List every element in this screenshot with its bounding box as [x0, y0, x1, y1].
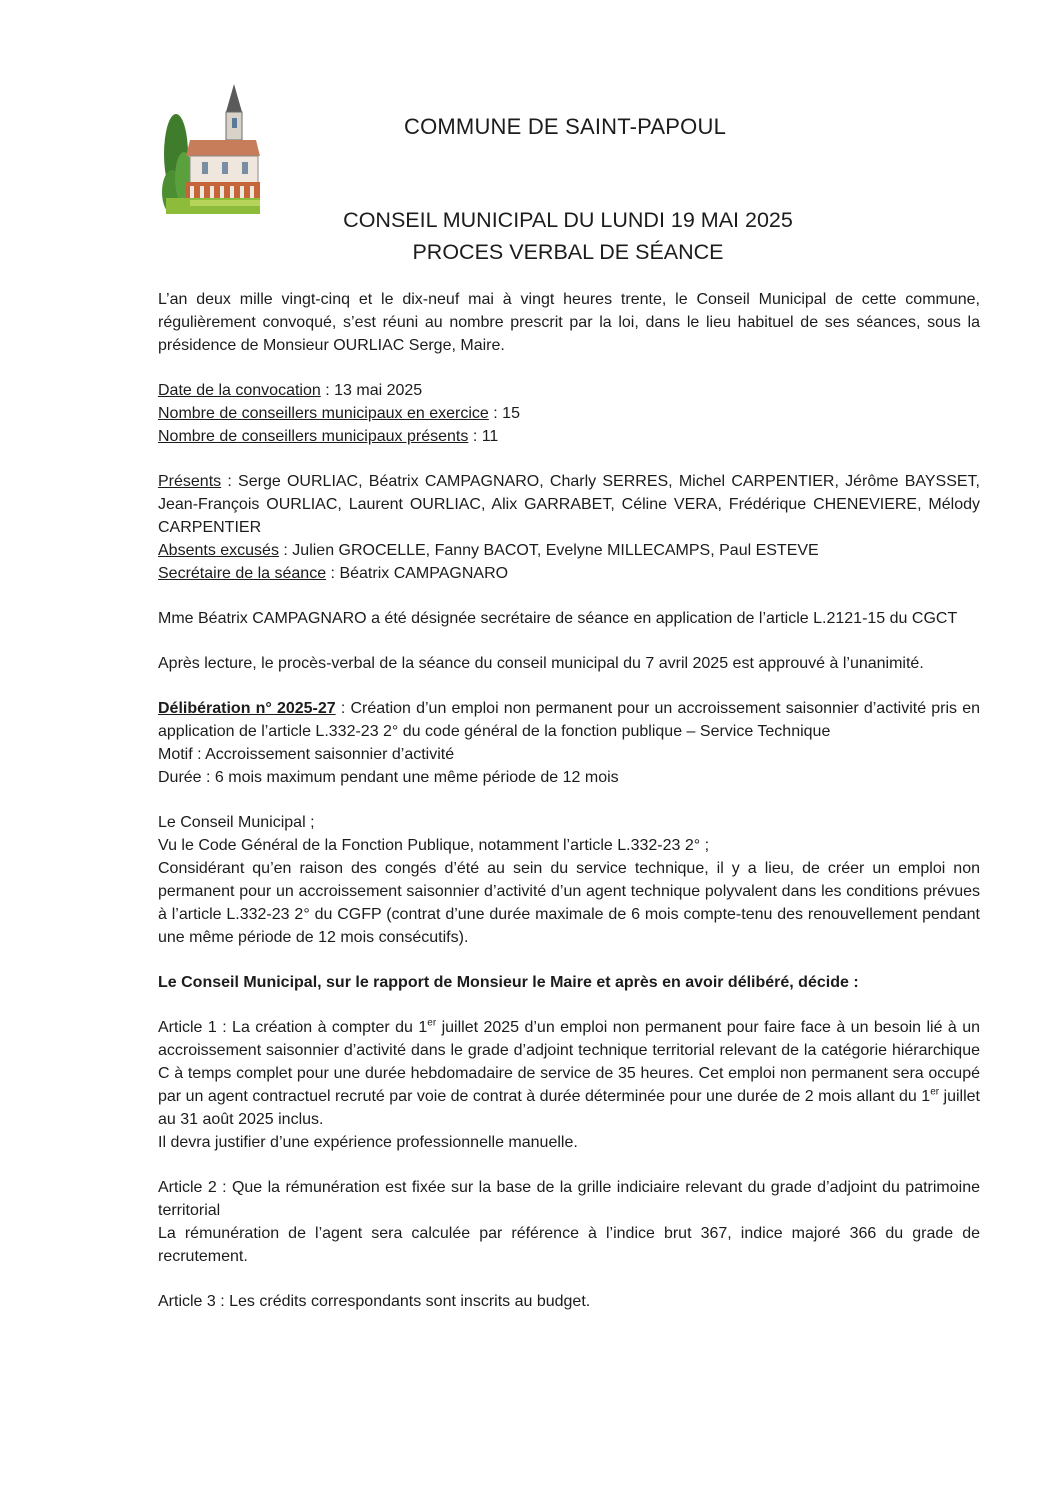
document-title [0, 204, 1058, 268]
intro-paragraph: L’an deux mille vingt-cinq et le dix-neuf mai à vingt heures trente, le Conseil Municipal de cette commune, régulièrement convoqué, s’est réuni au nombre prescrit par la loi, dans le lieu habituel de ses séances, sous la présidence de Monsieur OURLIAC Serge, Maire. [158, 291, 980, 354]
approval-paragraph: Après lecture, le procès-verbal de la séance du conseil municipal du 7 avril 2025 est approuvé à l’unanimité. [158, 655, 924, 672]
secretary-designation: Mme Béatrix CAMPAGNARO a été désignée secrétaire de séance en application de l’article L.2121-15 du CGCT [158, 610, 958, 627]
conseillers-presents: Nombre de conseillers municipaux présents : 11 [158, 428, 499, 445]
decision-heading: Le Conseil Municipal, sur le rapport de Monsieur le Maire et après en avoir délibéré, décide : [158, 974, 859, 991]
presents-list: Présents : Serge OURLIAC, Béatrix CAMPAGNARO, Charly SERRES, Michel CARPENTIER, Jérôme BAYSSET, Jean-François OURLIAC, Laurent OURLIAC, Alix GARRABET, Céline VERA, Frédérique CHENEVIERE, Mélody CARPENTIER [158, 473, 980, 536]
deliberation-heading: Délibération n° 2025-27 : Création d’un emploi non permanent pour un accroissement saisonnier d’activité pris en application de l’article L.332-23 2° du code général de la fonction publique – Service Technique [158, 700, 980, 740]
church-village-logo-icon [160, 82, 264, 218]
conseillers-exercice: Nombre de conseillers municipaux en exercice : 15 [158, 405, 520, 422]
considerations-intro: Le Conseil Municipal ; [158, 814, 315, 831]
absents-list: Absents excusés : Julien GROCELLE, Fanny BACOT, Evelyne MILLECAMPS, Paul ESTEVE [158, 542, 819, 559]
considerations-vu: Vu le Code Général de la Fonction Publique, notamment l’article L.332-23 2° ; [158, 837, 710, 854]
considerations-considerant: Considérant qu’en raison des congés d’été au sein du service technique, il y a lieu, de créer un emploi non permanent pour un accroissement saisonnier d’activité d’un agent technique polyvalent dans les conditions prévues à l’article L.332-23 2° du CGFP (contrat d’une durée maximale de 6 mois compte-tenu des renouvellement pendant une même période de 12 mois consécutifs). [158, 860, 980, 946]
document-body [158, 288, 980, 1313]
article-1: Article 1 : La création à compter du 1er juillet 2025 d’un emploi non permanent pour faire face à un besoin lié à un accroissement saisonnier d’activité dans le grade d’adjoint technique territorial relevant de la catégorie hiérarchique C à temps complet pour une durée hebdomadaire de service de 35 heures. Cet emploi non permanent sera occupé par un agent contractuel recruté par voie de contrat à durée déterminée pour une durée de 2 mois allant du 1er juillet au 31 août 2025 inclus. [158, 1017, 981, 1128]
title-line-2: PROCES VERBAL DE SÉANCE [412, 240, 724, 264]
article-2-remuneration: La rémunération de l’agent sera calculée par référence à l’indice brut 367, indice majoré 366 du grade de recrutement. [158, 1225, 980, 1265]
article-2: Article 2 : Que la rémunération est fixée sur la base de la grille indiciaire relevant du grade d’adjoint du patrimoine territorial [158, 1179, 980, 1219]
title-line-1: CONSEIL MUNICIPAL DU LUNDI 19 MAI 2025 [343, 208, 793, 232]
deliberation-duree: Durée : 6 mois maximum pendant une même période de 12 mois [158, 769, 619, 786]
secretaire-line: Secrétaire de la séance : Béatrix CAMPAGNARO [158, 565, 509, 582]
article-1-requirement: Il devra justifier d’une expérience professionnelle manuelle. [158, 1134, 578, 1151]
commune-name: COMMUNE DE SAINT-PAPOUL [404, 114, 727, 139]
deliberation-motif: Motif : Accroissement saisonnier d’activité [158, 746, 455, 763]
article-3: Article 3 : Les crédits correspondants sont inscrits au budget. [158, 1293, 591, 1310]
convocation-date: Date de la convocation : 13 mai 2025 [158, 382, 423, 399]
